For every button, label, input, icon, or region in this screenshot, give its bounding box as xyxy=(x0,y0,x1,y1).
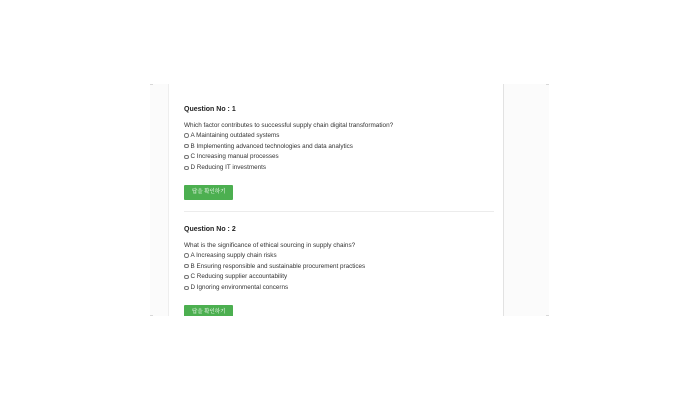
radio-button[interactable] xyxy=(184,155,189,160)
content-frame xyxy=(150,84,549,316)
question-divider xyxy=(184,211,494,212)
frame-corner-top-right xyxy=(546,84,549,85)
option-d[interactable] xyxy=(184,162,494,173)
options-list xyxy=(184,250,494,293)
option-c[interactable] xyxy=(184,152,494,163)
question-block-2 xyxy=(184,225,494,316)
option-c[interactable] xyxy=(184,272,494,283)
option-b[interactable] xyxy=(184,261,494,272)
options-list xyxy=(184,130,494,173)
radio-button[interactable] xyxy=(184,253,189,258)
frame-corner-top-left xyxy=(150,84,153,85)
question-card xyxy=(168,84,504,316)
option-label: B Ensuring responsible and sustainable procurement practices xyxy=(190,262,366,270)
option-label: C Increasing manual processes xyxy=(190,153,279,161)
question-block-1 xyxy=(184,105,494,200)
radio-button[interactable] xyxy=(184,286,189,291)
radio-button[interactable] xyxy=(184,133,189,138)
option-a[interactable] xyxy=(184,130,494,141)
frame-corner-bottom-left xyxy=(150,315,153,316)
check-answer-button[interactable]: 답을 확인하기 xyxy=(184,185,233,200)
option-b[interactable] xyxy=(184,141,494,152)
check-answer-button[interactable]: 답을 확인하기 xyxy=(184,305,233,316)
question-text: Which factor contributes to successful supply chain digital transformation? xyxy=(184,122,394,129)
question-title: Question No : 2 xyxy=(184,226,236,233)
option-label: B Implementing advanced technologies and data analytics xyxy=(190,142,353,150)
radio-button[interactable] xyxy=(184,275,189,280)
option-label: A Increasing supply chain risks xyxy=(190,251,277,259)
question-text: What is the significance of ethical sourcing in supply chains? xyxy=(184,242,356,249)
radio-button[interactable] xyxy=(184,144,189,149)
option-label: A Maintaining outdated systems xyxy=(190,131,280,139)
question-title: Question No : 1 xyxy=(184,106,236,113)
option-label: D Reducing IT investments xyxy=(190,164,266,172)
option-a[interactable] xyxy=(184,250,494,261)
option-label: D Ignoring environmental concerns xyxy=(190,284,289,292)
option-label: C Reducing supplier accountability xyxy=(190,273,288,281)
option-d[interactable] xyxy=(184,282,494,293)
frame-corner-bottom-right xyxy=(546,315,549,316)
radio-button[interactable] xyxy=(184,264,189,269)
radio-button[interactable] xyxy=(184,166,189,171)
